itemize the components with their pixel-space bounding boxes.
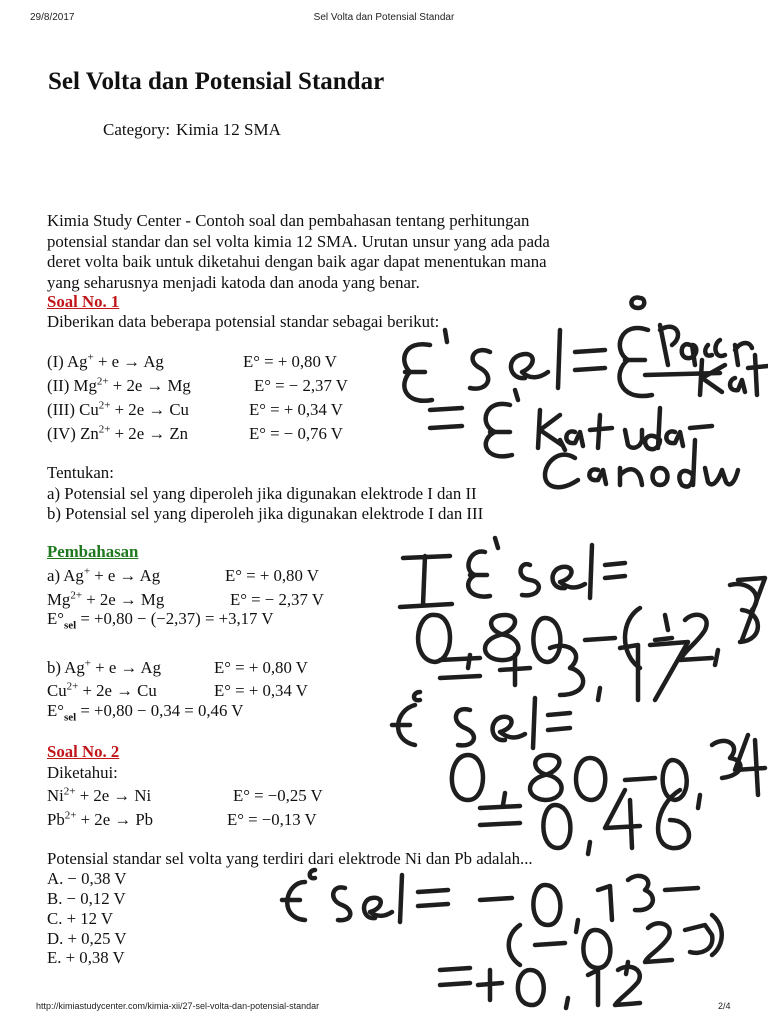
soal-2-given: Diketahui: bbox=[47, 763, 118, 782]
reaction-charge: + bbox=[87, 351, 94, 364]
reaction-potential: E° = −0,25 V bbox=[233, 786, 323, 805]
question-a: a) Potensial sel yang diperoleh jika digunakan elektrode I dan II bbox=[47, 484, 477, 503]
reaction-potential: E° = + 0,80 V bbox=[225, 566, 319, 585]
cell-symbol: E° bbox=[47, 609, 64, 628]
reaction-row bbox=[47, 423, 343, 444]
reaction-species: (I) Ag bbox=[47, 352, 88, 371]
handwritten-solution-b bbox=[392, 692, 765, 854]
solution-reaction bbox=[47, 589, 324, 610]
reaction-potential: E° = − 0,76 V bbox=[249, 424, 343, 443]
reaction-species: (II) Mg bbox=[47, 376, 97, 395]
reaction-potential: E° = + 0,34 V bbox=[214, 681, 308, 700]
footer-url: http://kimiastudycenter.com/kimia-xii/27-sel-volta-dan-potensial-standar bbox=[36, 1001, 320, 1011]
reaction-row bbox=[47, 399, 343, 420]
cell-equation: = +0,80 − 0,34 = 0,46 V bbox=[76, 701, 244, 720]
reaction-rest: + e → Ag bbox=[90, 566, 161, 585]
handwritten-solution-2 bbox=[282, 870, 722, 1008]
option-d: D. + 0,25 V bbox=[47, 929, 127, 948]
reaction-species: (IV) Zn bbox=[47, 424, 99, 443]
reaction-species: Mg bbox=[47, 590, 71, 609]
cell-subscript: sel bbox=[63, 619, 77, 632]
reaction-species: Pb bbox=[47, 810, 65, 829]
question-b: b) Potensial sel yang diperoleh jika digunakan elektrode I dan III bbox=[47, 504, 484, 523]
reaction-charge: 2+ bbox=[63, 785, 76, 798]
option-e: E. + 0,38 V bbox=[47, 948, 125, 967]
soal-1-heading: Soal No. 1 bbox=[47, 292, 120, 311]
soal-2-heading: Soal No. 2 bbox=[47, 742, 120, 761]
reaction-rest: + 2e → Ni bbox=[75, 786, 152, 805]
reaction-charge: 2+ bbox=[64, 809, 77, 822]
reaction-potential: E° = + 0,80 V bbox=[214, 658, 308, 677]
reaction-species: Ni bbox=[47, 786, 64, 805]
category bbox=[103, 120, 281, 140]
reaction-potential: E° = + 0,80 V bbox=[243, 352, 337, 371]
reaction-potential: E° = − 2,37 V bbox=[254, 376, 348, 395]
cell-potential bbox=[47, 701, 244, 724]
print-date: 29/8/2017 bbox=[30, 12, 75, 23]
pembahasan-heading: Pembahasan bbox=[47, 542, 139, 561]
reaction-row bbox=[47, 351, 337, 372]
reaction-charge: 2+ bbox=[98, 423, 111, 436]
solution-reaction bbox=[47, 565, 319, 586]
intro-line: deret volta baik untuk diketahui dengan baik agar dapat menentukan mana bbox=[47, 252, 547, 271]
solution-reaction bbox=[47, 680, 308, 701]
reaction-row bbox=[47, 809, 317, 830]
reaction-charge: 2+ bbox=[98, 399, 111, 412]
handwritten-formula-top bbox=[404, 298, 768, 488]
intro-line: Kimia Study Center - Contoh soal dan pembahasan tentang perhitungan bbox=[47, 211, 530, 230]
category-label: Category: bbox=[103, 120, 171, 139]
category-value: Kimia 12 SMA bbox=[176, 120, 281, 139]
cell-equation: = +0,80 − (−2,37) = +3,17 V bbox=[76, 609, 274, 628]
print-page-title: Sel Volta dan Potensial Standar bbox=[313, 12, 455, 23]
reaction-species: a) Ag bbox=[47, 566, 84, 585]
reaction-rest: + e → Ag bbox=[90, 658, 162, 677]
reaction-rest: + 2e → Zn bbox=[110, 424, 188, 443]
cell-subscript: sel bbox=[63, 711, 77, 724]
handwritten-solution-a bbox=[400, 538, 765, 700]
reaction-charge: + bbox=[83, 565, 91, 578]
reaction-species: b) Ag bbox=[47, 658, 85, 677]
reaction-species: (III) Cu bbox=[47, 400, 99, 419]
footer-page-number: 2/4 bbox=[718, 1001, 731, 1011]
option-b: B. − 0,12 V bbox=[47, 889, 126, 908]
reaction-charge: 2+ bbox=[66, 680, 79, 693]
reaction-row bbox=[47, 375, 348, 396]
reaction-charge: + bbox=[84, 657, 91, 670]
reaction-potential: E° = −0,13 V bbox=[227, 810, 317, 829]
reaction-rest: + 2e → Mg bbox=[108, 376, 191, 395]
reaction-rest: + 2e → Cu bbox=[78, 681, 157, 700]
reaction-species: Cu bbox=[47, 681, 67, 700]
page-title: Sel Volta dan Potensial Standar bbox=[48, 68, 385, 95]
soal-1-given: Diberikan data beberapa potensial standar sebagai berikut: bbox=[47, 312, 440, 331]
intro-line: potensial standar dan sel volta kimia 12 SMA. Urutan unsur yang ada pada bbox=[47, 232, 550, 251]
reaction-charge: 2+ bbox=[96, 375, 109, 388]
intro-line: yang seharusnya menjadi katoda dan anoda yang benar. bbox=[47, 273, 420, 292]
soal-2-question: Potensial standar sel volta yang terdiri dari elektrode Ni dan Pb adalah... bbox=[47, 849, 533, 868]
ask-label: Tentukan: bbox=[47, 463, 114, 482]
reaction-rest: + 2e → Pb bbox=[76, 810, 154, 829]
reaction-row bbox=[47, 785, 323, 806]
reaction-potential: E° = + 0,34 V bbox=[249, 400, 343, 419]
reaction-charge: 2+ bbox=[70, 589, 83, 602]
option-c: C. + 12 V bbox=[47, 909, 114, 928]
reaction-rest: + e → Ag bbox=[93, 352, 164, 371]
reaction-potential: E° = − 2,37 V bbox=[230, 590, 324, 609]
reaction-rest: + 2e → Mg bbox=[82, 590, 165, 609]
option-a: A. − 0,38 V bbox=[47, 869, 127, 888]
cell-potential bbox=[47, 609, 274, 632]
solution-reaction bbox=[47, 657, 308, 678]
reaction-rest: + 2e → Cu bbox=[110, 400, 189, 419]
cell-symbol: E° bbox=[47, 701, 64, 720]
